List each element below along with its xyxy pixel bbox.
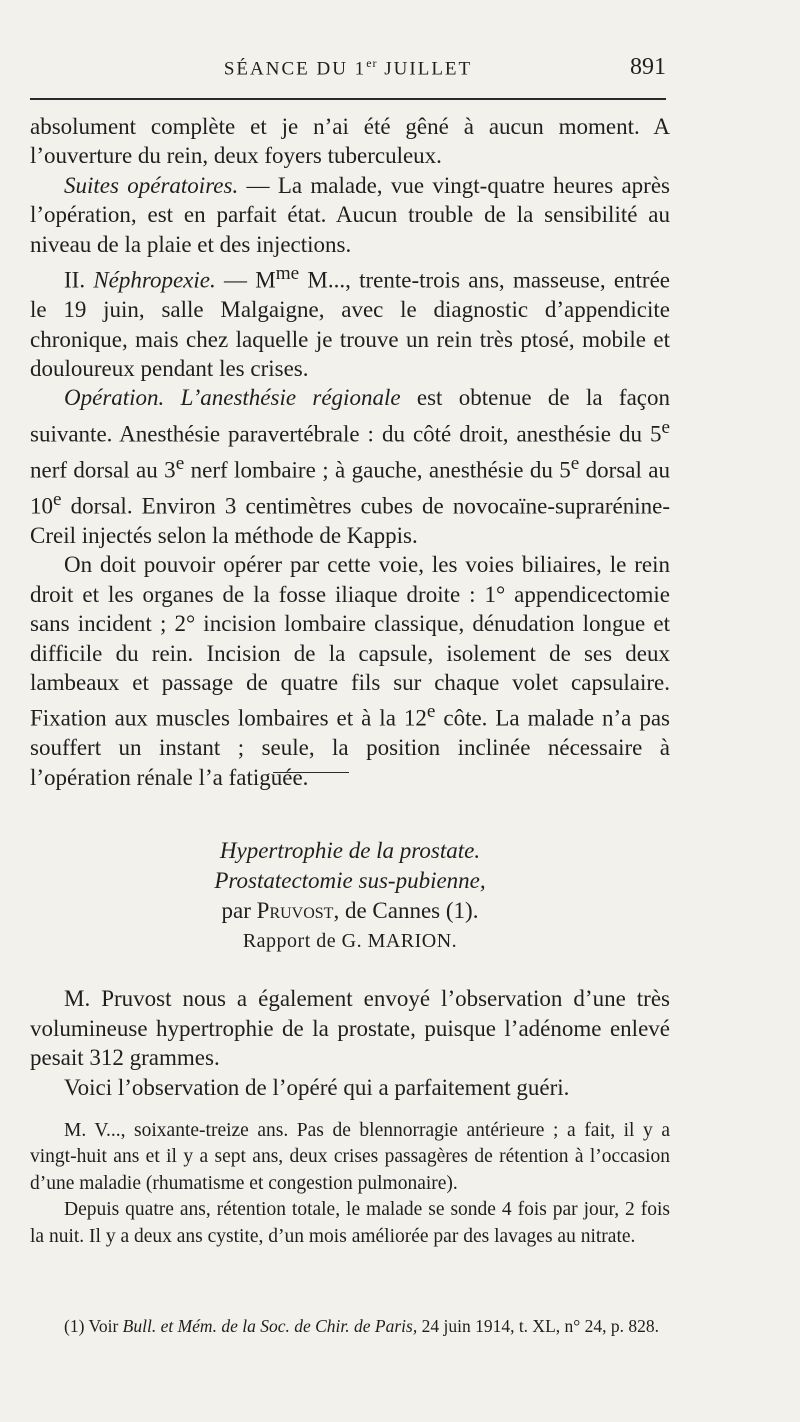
paragraph: Depuis quatre ans, rétention totale, le malade se sonde 4 fois par jour, 2 fois la nuit. Il y a deux ans cystite, d’un mois améliorée par des lavages au nitrate.: [30, 1199, 670, 1247]
report-byline: Rapport de G. MARION.: [242, 930, 458, 952]
running-title: SÉANCE DU 1er JUILLET: [223, 56, 473, 80]
paragraph: Voici l’observation de l’opéré qui a parfaitement guéri.: [64, 1074, 570, 1100]
header-rule: [30, 98, 666, 100]
paragraph: M. Pruvost nous a également envoyé l’observation d’une très volumineuse hypertrophie de la prostate, puisque l’adénome enlevé pesait 312 grammes.: [30, 986, 670, 1071]
paragraph: M. V..., soixante-treize ans. Pas de blennorragie antérieure ; a fait, il y a vingt-huit ans et il y a sept ans, deux crises passagères de rétention à l’occasion d’une maladie (rhumatisme et congestion pulmonaire).: [30, 1120, 670, 1194]
report-text: [30, 984, 670, 1102]
article-title: Hypertrophie de la prostate.: [219, 838, 481, 863]
paragraph-nephropexie: II. Néphropexie. — $M^{me}$ M..., trente-trois ans, masseuse, entrée le 19 juin, salle Malgaigne, avec le diagnostic d’appendicite chronique, mais chez laquelle je trouve un rein très ptosé, mobile et douloureux pendant les crises.: [30, 263, 670, 381]
page-header: [30, 48, 666, 88]
page-number: 891: [630, 54, 666, 80]
section-divider: [273, 772, 349, 773]
body-text: [30, 112, 670, 792]
paragraph-voies: On doit pouvoir opérer par cette voie, les voies biliaires, le rein droit et les organes de la fosse iliaque droite : 1° appendicectomie sans incident ; 2° incision lombaire classique, dénudation longue et difficile du rein. Incision de la capsule, isolement de ses deux lambeaux et passage de quatre fils sur chaque volet capsulaire. Fixation aux muscles lombaires et à la 12e côte. La malade n’a pas souffert un instant ; seule, la position inclinée nécessaire à l’opération rénale l’a fatiguée.: [30, 552, 670, 790]
footnote: (1) Voir Bull. et Mém. de la Soc. de Chir. de Paris, 24 juin 1914, t. XL, n° 24, p. 828.: [64, 1316, 660, 1336]
article-heading: [30, 836, 670, 926]
paragraph: absolument complète et je n’ai été gêné à aucun moment. A l’ouverture du rein, deux foyers tuberculeux.: [30, 114, 670, 169]
observation-text: [30, 1118, 670, 1250]
article-subtitle: Prostatectomie sus-pubienne,: [214, 868, 486, 893]
paragraph-suites-operatoires: Suites opératoires. — La malade, vue vingt-quatre heures après l’opération, est en parfait état. Aucun trouble de la sensibilité au niveau de la plaie et des injections.: [30, 172, 670, 257]
article-author: par Pruvost, de Cannes (1).: [221, 898, 479, 923]
paragraph-operation: Opération. L’anesthésie régionale est obtenue de la façon suivante. Anesthésie paravertébrale : du côté droit, anesthésie du 5e nerf dorsal au 3e nerf lombaire ; à gauche, anesthésie du 5e dorsal au 10e dorsal. Environ 3 centimètres cubes de novocaïne-suprarénine-Creil injectés selon la méthode de Kappis.: [30, 385, 671, 548]
